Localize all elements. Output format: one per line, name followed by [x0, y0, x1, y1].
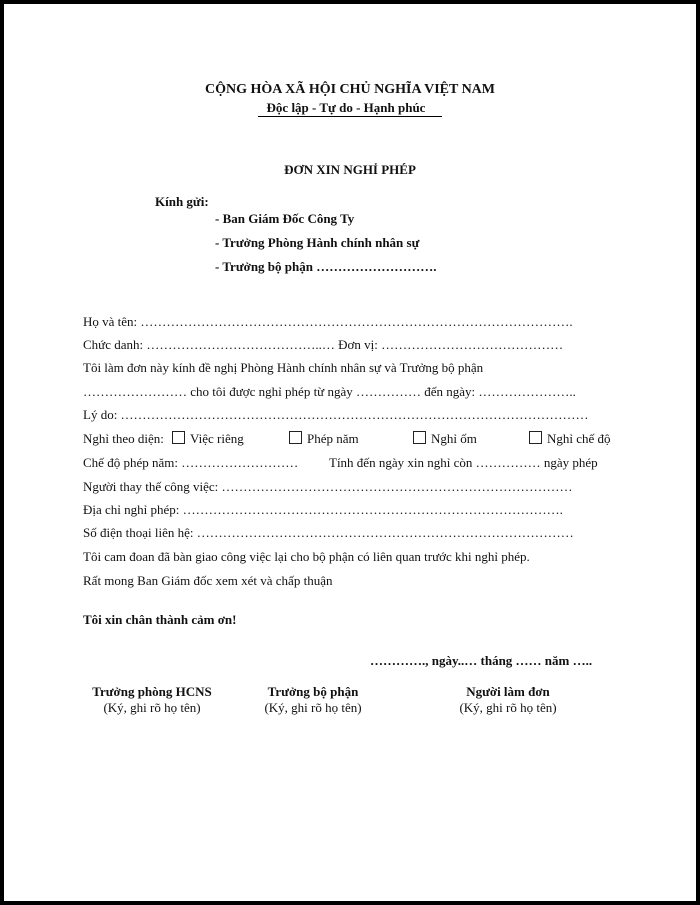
signature-applicant [438, 684, 578, 716]
checkbox-annual[interactable] [289, 431, 302, 444]
signature-hcns [82, 684, 222, 716]
leave-type-annual-label: Phép năm [307, 431, 359, 446]
document-title: ĐƠN XIN NGHỈ PHÉP [284, 162, 416, 177]
signature-note: (Ký, ghi rõ họ tên) [103, 700, 201, 715]
reason-field: Lý do: ……………………………………………………………………………………………… [83, 407, 589, 422]
annual-leave-regime: Chế độ phép năm: ……………………… [83, 455, 299, 470]
leave-type-regime [529, 431, 611, 447]
leave-type-annual [289, 431, 359, 447]
leave-type-regime-label: Nghỉ chế độ [547, 431, 611, 446]
signature-title: Trưởng phòng HCNS [92, 684, 212, 699]
motto-underline [258, 116, 442, 117]
checkbox-sick[interactable] [413, 431, 426, 444]
national-title: CỘNG HÒA XÃ HỘI CHỦ NGHĨA VIỆT NAM [204, 82, 495, 97]
checkbox-regime[interactable] [529, 431, 542, 444]
request-line-1: Tôi làm đơn này kính đề nghị Phòng Hành chính nhân sự và Trưởng bộ phận [83, 360, 484, 375]
leave-type-label: Nghỉ theo diện: [83, 431, 164, 446]
recipient-greeting: Kính gửi: [155, 194, 209, 209]
phone-field: Số điện thoại liên hệ: …………………………………………………………………………… [83, 525, 574, 540]
name-field: Họ và tên: ………………………………………………………………………………………. [83, 314, 573, 329]
signature-note: (Ký, ghi rõ họ tên) [459, 700, 557, 715]
leave-type-sick [413, 431, 477, 447]
checkbox-personal[interactable] [172, 431, 185, 444]
request-line-2: …………………… cho tôi được nghỉ phép từ ngày …………… đến ngày: ………………….. [83, 384, 576, 399]
leave-type-sick-label: Nghỉ ốm [431, 431, 477, 446]
signature-note: (Ký, ghi rõ họ tên) [264, 700, 362, 715]
signature-department-head [243, 684, 383, 716]
substitute-field: Người thay thế công việc: ……………………………………………………………………… [83, 479, 573, 494]
position-field: Chức danh: …………………………………..… Đơn vị: …………………………………… [83, 337, 564, 352]
commitment-text: Tôi cam đoan đã bàn giao công việc lại cho bộ phận có liên quan trước khi nghỉ phép. [83, 549, 530, 564]
remaining-leave-days: Tính đến ngày xin nghỉ còn …………… ngày phép [329, 455, 598, 470]
signature-title: Trưởng bộ phận [267, 684, 359, 699]
thanks-text: Tôi xin chân thành cảm ơn! [83, 612, 237, 627]
recipient-item: - Trưởng Phòng Hành chính nhân sự [215, 235, 420, 250]
closing-request-text: Rất mong Ban Giám đốc xem xét và chấp thuận [83, 573, 333, 588]
recipient-item: - Trưởng bộ phận ………………………. [215, 259, 437, 274]
national-motto: Độc lập - Tự do - Hạnh phúc [266, 100, 426, 115]
date-line: …………., ngày..… tháng …… năm ….. [370, 653, 593, 668]
leave-type-personal [172, 431, 244, 447]
signature-title: Người làm đơn [466, 684, 550, 699]
leave-type-personal-label: Việc riêng [190, 431, 244, 446]
recipient-item: - Ban Giám Đốc Công Ty [215, 211, 355, 226]
leave-address-field: Địa chỉ nghỉ phép: ……………………………………………………………………………. [83, 502, 563, 517]
